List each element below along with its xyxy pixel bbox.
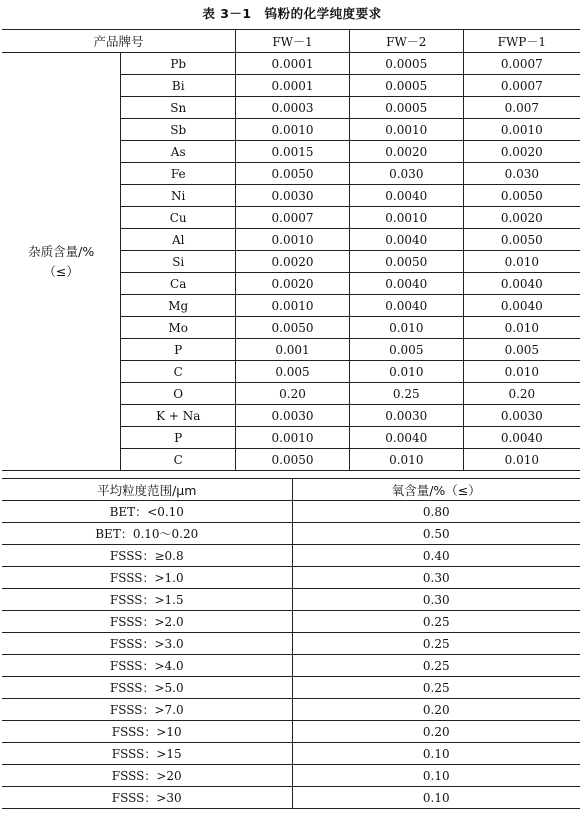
- grade-header: FW－1: [236, 30, 350, 53]
- impurity-value-cell: 0.0040: [463, 427, 580, 449]
- table-row: [2, 787, 580, 809]
- impurity-value-cell: 0.0003: [236, 97, 350, 119]
- element-cell: Pb: [121, 53, 236, 75]
- size-range-cell: FSSS：>2.0: [2, 611, 292, 633]
- impurity-value-cell: 0.0007: [463, 53, 580, 75]
- impurity-value-cell: 0.0030: [463, 405, 580, 427]
- oxygen-value-cell: 0.10: [292, 765, 580, 787]
- impurity-value-cell: 0.0040: [349, 273, 463, 295]
- element-cell: Cu: [121, 207, 236, 229]
- table-row: [2, 53, 580, 75]
- oxygen-value-cell: 0.25: [292, 633, 580, 655]
- table-row: [2, 633, 580, 655]
- size-range-cell: FSSS：>1.0: [2, 567, 292, 589]
- impurity-value-cell: 0.0050: [236, 317, 350, 339]
- oxygen-value-cell: 0.30: [292, 567, 580, 589]
- element-cell: Fe: [121, 163, 236, 185]
- impurity-value-cell: 0.0001: [236, 75, 350, 97]
- table-row: [2, 721, 580, 743]
- impurity-value-cell: 0.20: [463, 383, 580, 405]
- oxygen-value-cell: 0.50: [292, 523, 580, 545]
- element-cell: K + Na: [121, 405, 236, 427]
- table-row: [2, 567, 580, 589]
- oxygen-table: [2, 478, 580, 809]
- size-range-cell: FSSS：>10: [2, 721, 292, 743]
- impurity-value-cell: 0.0010: [236, 119, 350, 141]
- impurity-value-cell: 0.010: [463, 449, 580, 471]
- impurity-value-cell: 0.0050: [349, 251, 463, 273]
- impurity-value-cell: 0.0007: [463, 75, 580, 97]
- impurity-value-cell: 0.0010: [463, 119, 580, 141]
- impurity-value-cell: 0.0015: [236, 141, 350, 163]
- element-cell: Sn: [121, 97, 236, 119]
- oxygen-content-header: 氧含量/%（≤）: [292, 479, 580, 501]
- size-range-cell: FSSS：>20: [2, 765, 292, 787]
- grade-header: FWP－1: [463, 30, 580, 53]
- table-row: [2, 545, 580, 567]
- impurity-value-cell: 0.0010: [236, 295, 350, 317]
- impurity-value-cell: 0.005: [463, 339, 580, 361]
- impurity-value-cell: 0.0020: [236, 273, 350, 295]
- element-cell: P: [121, 427, 236, 449]
- grade-header: FW－2: [349, 30, 463, 53]
- oxygen-value-cell: 0.30: [292, 589, 580, 611]
- element-cell: P: [121, 339, 236, 361]
- impurity-value-cell: 0.0020: [463, 141, 580, 163]
- size-range-cell: FSSS：>15: [2, 743, 292, 765]
- impurity-value-cell: 0.0030: [236, 185, 350, 207]
- size-range-cell: FSSS：>7.0: [2, 699, 292, 721]
- impurity-table-header-row: [2, 30, 580, 53]
- size-range-cell: FSSS：>30: [2, 787, 292, 809]
- element-cell: Sb: [121, 119, 236, 141]
- oxygen-value-cell: 0.25: [292, 611, 580, 633]
- oxygen-value-cell: 0.10: [292, 743, 580, 765]
- impurity-value-cell: 0.0010: [236, 229, 350, 251]
- impurity-value-cell: 0.0020: [349, 141, 463, 163]
- impurity-value-cell: 0.010: [349, 449, 463, 471]
- table-row: [2, 655, 580, 677]
- oxygen-value-cell: 0.25: [292, 677, 580, 699]
- size-range-cell: BET：0.10～0.20: [2, 523, 292, 545]
- impurity-value-cell: 0.007: [463, 97, 580, 119]
- impurity-value-cell: 0.005: [236, 361, 350, 383]
- impurity-value-cell: 0.0050: [463, 185, 580, 207]
- impurity-value-cell: 0.0005: [349, 75, 463, 97]
- impurity-value-cell: 0.0040: [349, 427, 463, 449]
- oxygen-table-header-row: [2, 479, 580, 501]
- impurity-value-cell: 0.010: [349, 361, 463, 383]
- impurity-value-cell: 0.010: [349, 317, 463, 339]
- table-row: [2, 501, 580, 523]
- impurity-value-cell: 0.0040: [349, 185, 463, 207]
- impurity-value-cell: 0.0020: [463, 207, 580, 229]
- table-caption: 表 3－1 钨粉的化学纯度要求: [202, 6, 382, 21]
- impurity-value-cell: 0.0040: [349, 295, 463, 317]
- table-row: [2, 611, 580, 633]
- table-row: [2, 765, 580, 787]
- impurity-value-cell: 0.0005: [349, 97, 463, 119]
- oxygen-value-cell: 0.25: [292, 655, 580, 677]
- oxygen-value-cell: 0.10: [292, 787, 580, 809]
- size-range-cell: BET：<0.10: [2, 501, 292, 523]
- size-range-cell: FSSS：>1.5: [2, 589, 292, 611]
- table-row: [2, 699, 580, 721]
- impurity-value-cell: 0.010: [463, 317, 580, 339]
- impurity-value-cell: 0.0040: [463, 295, 580, 317]
- element-cell: Bi: [121, 75, 236, 97]
- impurity-value-cell: 0.0001: [236, 53, 350, 75]
- size-range-cell: FSSS：≥0.8: [2, 545, 292, 567]
- oxygen-value-cell: 0.80: [292, 501, 580, 523]
- impurity-value-cell: 0.005: [349, 339, 463, 361]
- element-cell: As: [121, 141, 236, 163]
- element-cell: Mo: [121, 317, 236, 339]
- impurity-group-label: [2, 53, 121, 471]
- size-range-cell: FSSS：>4.0: [2, 655, 292, 677]
- impurity-value-cell: 0.0005: [349, 53, 463, 75]
- element-cell: O: [121, 383, 236, 405]
- element-cell: Si: [121, 251, 236, 273]
- table-row: [2, 677, 580, 699]
- impurity-group-label-line1: 杂质含量/%: [28, 243, 95, 259]
- element-cell: Ca: [121, 273, 236, 295]
- impurity-value-cell: 0.0010: [349, 119, 463, 141]
- element-cell: Ni: [121, 185, 236, 207]
- oxygen-value-cell: 0.20: [292, 699, 580, 721]
- impurity-value-cell: 0.0050: [236, 163, 350, 185]
- impurity-value-cell: 0.030: [463, 163, 580, 185]
- impurity-value-cell: 0.0007: [236, 207, 350, 229]
- element-cell: C: [121, 361, 236, 383]
- impurity-table: [2, 29, 580, 471]
- size-range-cell: FSSS：>5.0: [2, 677, 292, 699]
- oxygen-value-cell: 0.20: [292, 721, 580, 743]
- impurity-value-cell: 0.0040: [463, 273, 580, 295]
- impurity-value-cell: 0.030: [349, 163, 463, 185]
- impurity-value-cell: 0.010: [463, 251, 580, 273]
- element-cell: Mg: [121, 295, 236, 317]
- table-row: [2, 589, 580, 611]
- impurity-value-cell: 0.0050: [236, 449, 350, 471]
- impurity-value-cell: 0.0030: [236, 405, 350, 427]
- size-range-header: 平均粒度范围/μm: [2, 479, 292, 501]
- table-row: [2, 523, 580, 545]
- impurity-value-cell: 0.0010: [349, 207, 463, 229]
- impurity-value-cell: 0.010: [463, 361, 580, 383]
- size-range-cell: FSSS：>3.0: [2, 633, 292, 655]
- impurity-value-cell: 0.001: [236, 339, 350, 361]
- grade-header-label: 产品牌号: [2, 30, 236, 53]
- impurity-value-cell: 0.0010: [236, 427, 350, 449]
- impurity-group-label-line2: （≤）: [43, 263, 79, 279]
- impurity-value-cell: 0.0040: [349, 229, 463, 251]
- impurity-value-cell: 0.0020: [236, 251, 350, 273]
- element-cell: Al: [121, 229, 236, 251]
- impurity-value-cell: 0.0030: [349, 405, 463, 427]
- impurity-value-cell: 0.25: [349, 383, 463, 405]
- table-row: [2, 743, 580, 765]
- impurity-value-cell: 0.20: [236, 383, 350, 405]
- impurity-value-cell: 0.0050: [463, 229, 580, 251]
- oxygen-value-cell: 0.40: [292, 545, 580, 567]
- element-cell: C: [121, 449, 236, 471]
